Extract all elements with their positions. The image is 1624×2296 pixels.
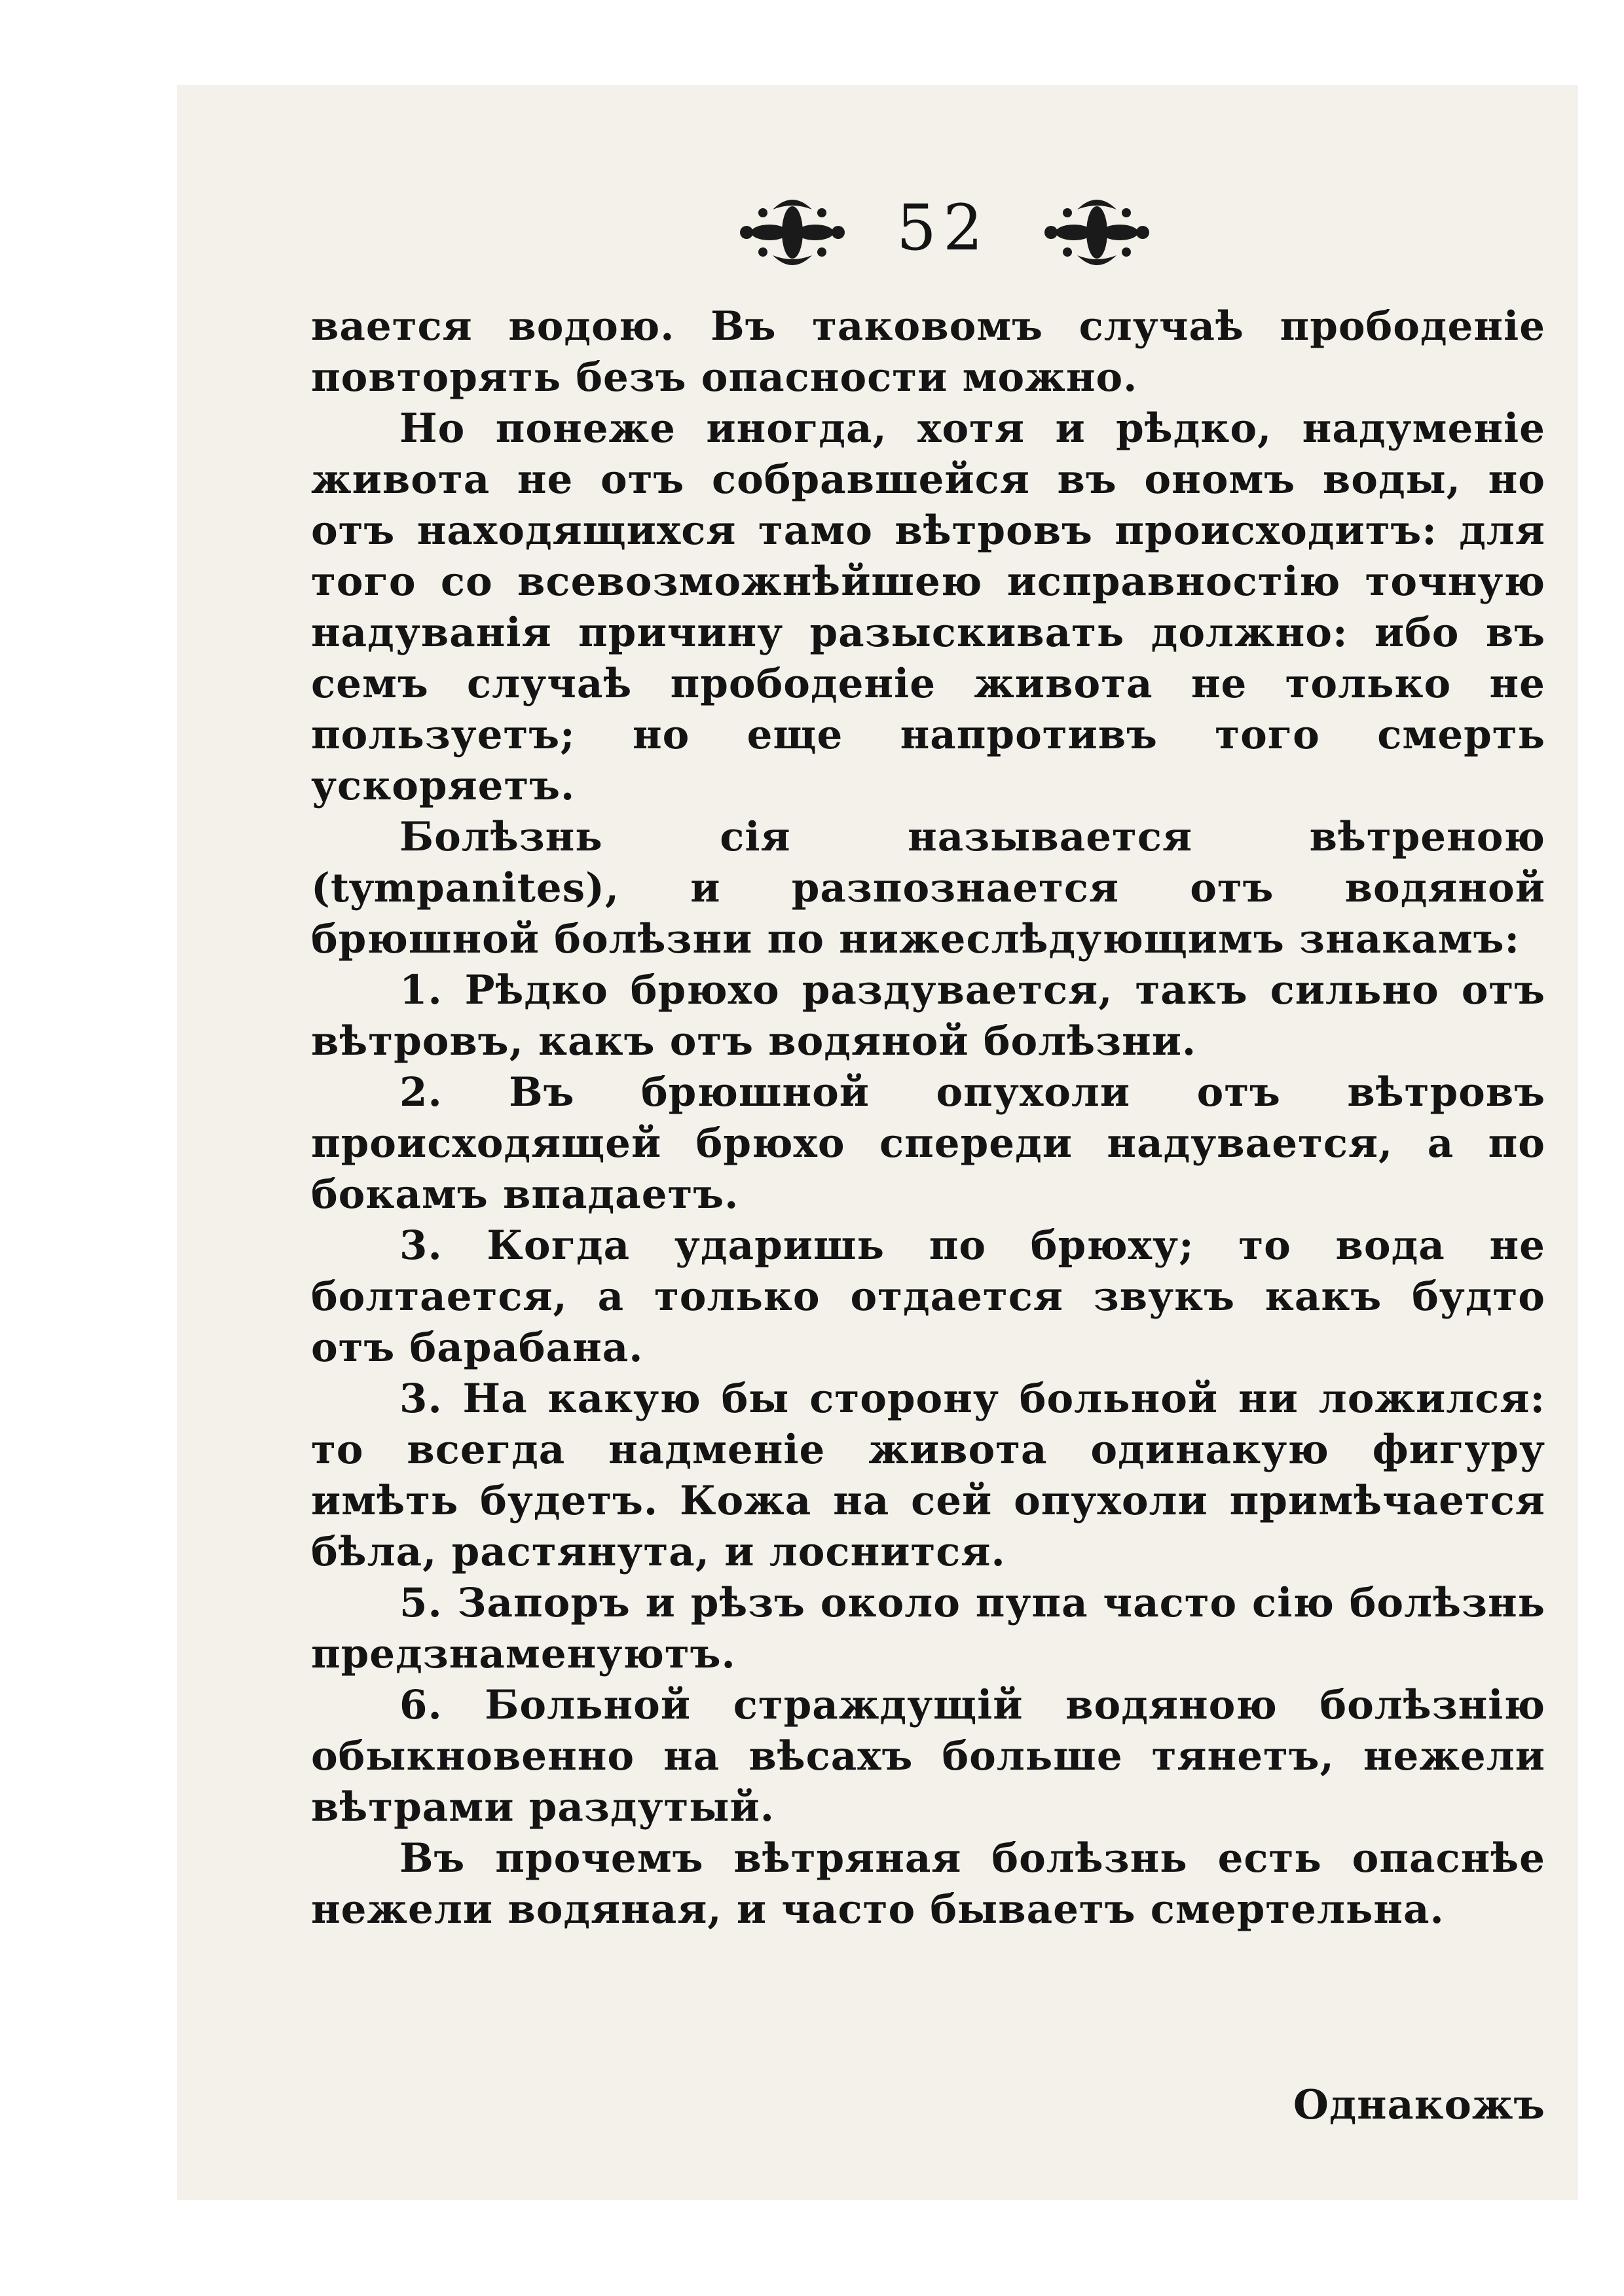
paragraph: 3. Когда ударишь по брюху; то вода не болтается, а только отдается звукъ какъ будто отъ барабана. [311, 1222, 1545, 1371]
paragraph: 6. Больной страждущій водяною болѣзнію обыкновенно на вѣсахъ больше тянетъ, нежели вѣтрами раздутый. [311, 1682, 1545, 1831]
page-number: 52 [896, 191, 990, 264]
paragraph: вается водою. Въ таковомъ случаѣ прободеніе повторять безъ опасности можно. [311, 303, 1545, 401]
paragraph: 3. На какую бы сторону больной ни ложился: то всегда надменіе живота одинакую фигуру имѣть будетъ. Кожа на сей опухоли примѣчается бѣла, растянута, и лоснится. [311, 1376, 1545, 1575]
paragraph: Но понеже иногда, хотя и рѣдко, надуменіе живота не отъ собравшейся въ ономъ воды, но отъ находящихся тамо вѣтровъ происходитъ: для того со всевозможнѣйшею исправностію точную надуванія причину разыскивать должно: ибо въ семъ случаѣ прободеніе живота не только не пользуетъ; но еще напротивъ того смерть ускоряетъ. [311, 405, 1545, 809]
paragraph: 2. Въ брюшной опухоли отъ вѣтровъ происходящей брюхо спереди надувается, а по бокамъ впадаетъ. [311, 1069, 1545, 1218]
paragraph: 1. Рѣдко брюхо раздувается, такъ сильно отъ вѣтровъ, какъ отъ водяной болѣзни. [311, 967, 1545, 1065]
paragraph: Въ прочемъ вѣтряная болѣзнь есть опаснѣе нежели водяная, и часто бываетъ смертельна. [311, 1835, 1545, 1933]
paragraph: 5. Запоръ и рѣзъ около пупа часто сію болѣзнь предзнаменуютъ. [311, 1580, 1545, 1677]
paragraph: Болѣзнь сія называется вѣтреною (tympanites), и разпознается отъ водяной брюшной болѣзни по нижеслѣдующимъ знакамъ: [311, 814, 1545, 962]
page-header [674, 177, 1198, 282]
body-text [311, 301, 1545, 1935]
fleuron-ornament-icon [1038, 190, 1156, 275]
fleuron-ornament-icon [733, 190, 851, 275]
catchword: Однакожъ [1293, 2081, 1545, 2128]
